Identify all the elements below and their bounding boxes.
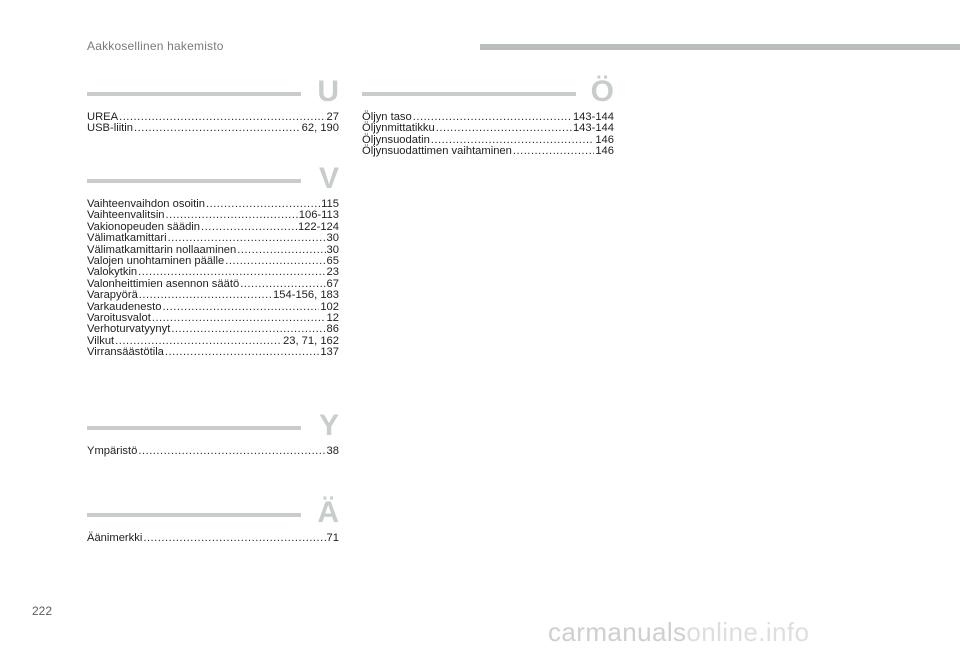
entry-term: Välimatkamittarin nollaaminen xyxy=(87,243,237,256)
entry-page: 115 xyxy=(321,198,339,210)
index-entry[interactable] xyxy=(87,123,339,134)
entry-term: Valonheittimien asennon säätö xyxy=(87,277,240,290)
section-y xyxy=(87,409,339,457)
entry-page: 38 xyxy=(326,445,339,457)
entry-page: 143-144 xyxy=(572,111,614,123)
index-entry[interactable] xyxy=(87,290,339,301)
entry-page: 146 xyxy=(595,133,614,146)
entry-list xyxy=(87,533,339,544)
entry-term: Ympäristö xyxy=(87,445,138,457)
entry-term: Vaihteenvaihdon osoitin xyxy=(87,198,205,210)
dot-leader xyxy=(225,256,325,267)
entry-term: Vakionopeuden säädin xyxy=(87,220,201,233)
index-entry[interactable] xyxy=(87,233,339,244)
dot-leader xyxy=(134,123,301,134)
entry-page: 71 xyxy=(326,532,339,544)
entry-page: 27 xyxy=(326,111,339,123)
entry-page: 62, 190 xyxy=(301,122,339,135)
entry-term: Öljynmittatikku xyxy=(362,122,435,135)
entry-page: 23, 71, 162 xyxy=(283,334,339,347)
index-entry[interactable] xyxy=(87,446,339,457)
section-letter: Ä xyxy=(317,496,339,529)
entry-page: 143-144 xyxy=(572,122,614,135)
section-header xyxy=(87,409,339,446)
watermark-part: online.info xyxy=(686,617,810,647)
page-header-title: Aakkosellinen hakemisto xyxy=(87,39,224,53)
dot-leader xyxy=(237,245,325,256)
section-rule xyxy=(87,92,301,96)
entry-term: Äänimerkki xyxy=(87,532,143,544)
section-u xyxy=(87,75,339,135)
section-rule xyxy=(362,92,576,96)
entry-term: Valojen unohtaminen päälle xyxy=(87,255,225,268)
entry-page: 23 xyxy=(326,266,339,279)
entry-page: 30 xyxy=(326,232,339,245)
dot-leader xyxy=(138,446,325,457)
entry-list xyxy=(87,199,339,359)
entry-page: 154-156, 183 xyxy=(273,289,339,302)
section-header xyxy=(87,496,339,533)
entry-term: Vilkut xyxy=(87,334,115,347)
entry-page: 146 xyxy=(595,145,614,158)
section-letter: V xyxy=(318,162,339,195)
section-oe xyxy=(362,75,614,158)
watermark-part: carmanuals xyxy=(548,617,687,647)
dot-leader xyxy=(513,146,594,157)
entry-list xyxy=(362,112,614,158)
section-header xyxy=(87,162,339,199)
entry-term: Varoitusvalot xyxy=(87,312,151,325)
entry-list xyxy=(87,446,339,457)
entry-term: Välimatkamittari xyxy=(87,232,167,245)
section-header xyxy=(362,75,614,112)
entry-term: Varkaudenesto xyxy=(87,300,162,313)
entry-page: 106-113 xyxy=(298,209,339,222)
dot-leader xyxy=(413,112,572,123)
page-number: 222 xyxy=(32,604,53,618)
entry-term: Verhoturvatyynyt xyxy=(87,323,171,336)
section-ae xyxy=(87,496,339,544)
dot-leader xyxy=(201,222,297,233)
section-letter: U xyxy=(317,75,339,108)
entry-page: 30 xyxy=(326,243,339,256)
index-entry[interactable] xyxy=(362,146,614,157)
entry-page: 67 xyxy=(326,277,339,290)
dot-leader xyxy=(165,347,319,358)
section-rule xyxy=(87,179,301,183)
entry-term: Öljyn taso xyxy=(362,111,412,123)
entry-term: Öljynsuodattimen vaihtaminen xyxy=(362,145,512,158)
dot-leader xyxy=(436,123,572,134)
entry-term: Varapyörä xyxy=(87,289,138,302)
index-entry[interactable] xyxy=(87,347,339,358)
entry-page: 86 xyxy=(326,323,339,336)
dot-leader xyxy=(119,112,325,123)
entry-page: 122-124 xyxy=(297,220,339,233)
dot-leader xyxy=(152,313,326,324)
entry-term: Valokytkin xyxy=(87,266,138,279)
entry-term: Vaihteenvalitsin xyxy=(87,209,165,222)
entry-page: 65 xyxy=(326,255,339,268)
entry-page: 12 xyxy=(326,312,339,325)
dot-leader xyxy=(168,233,326,244)
watermark xyxy=(548,617,809,648)
entry-term: USB-liitin xyxy=(87,122,134,135)
entry-term: Öljynsuodatin xyxy=(362,133,430,146)
section-header xyxy=(87,75,339,112)
section-v xyxy=(87,162,339,359)
dot-leader xyxy=(143,533,325,544)
index-entry[interactable] xyxy=(87,533,339,544)
section-rule xyxy=(87,513,301,517)
section-letter: Ö xyxy=(590,75,614,108)
section-letter: Y xyxy=(318,409,339,442)
entry-term: UREA xyxy=(87,111,119,123)
entry-page: 102 xyxy=(320,300,339,313)
dot-leader xyxy=(139,290,272,301)
header-bar xyxy=(480,44,960,50)
entry-list xyxy=(87,112,339,135)
entry-term: Virransäästötila xyxy=(87,346,164,359)
dot-leader xyxy=(162,302,319,313)
entry-page: 137 xyxy=(320,346,339,359)
section-rule xyxy=(87,426,301,430)
